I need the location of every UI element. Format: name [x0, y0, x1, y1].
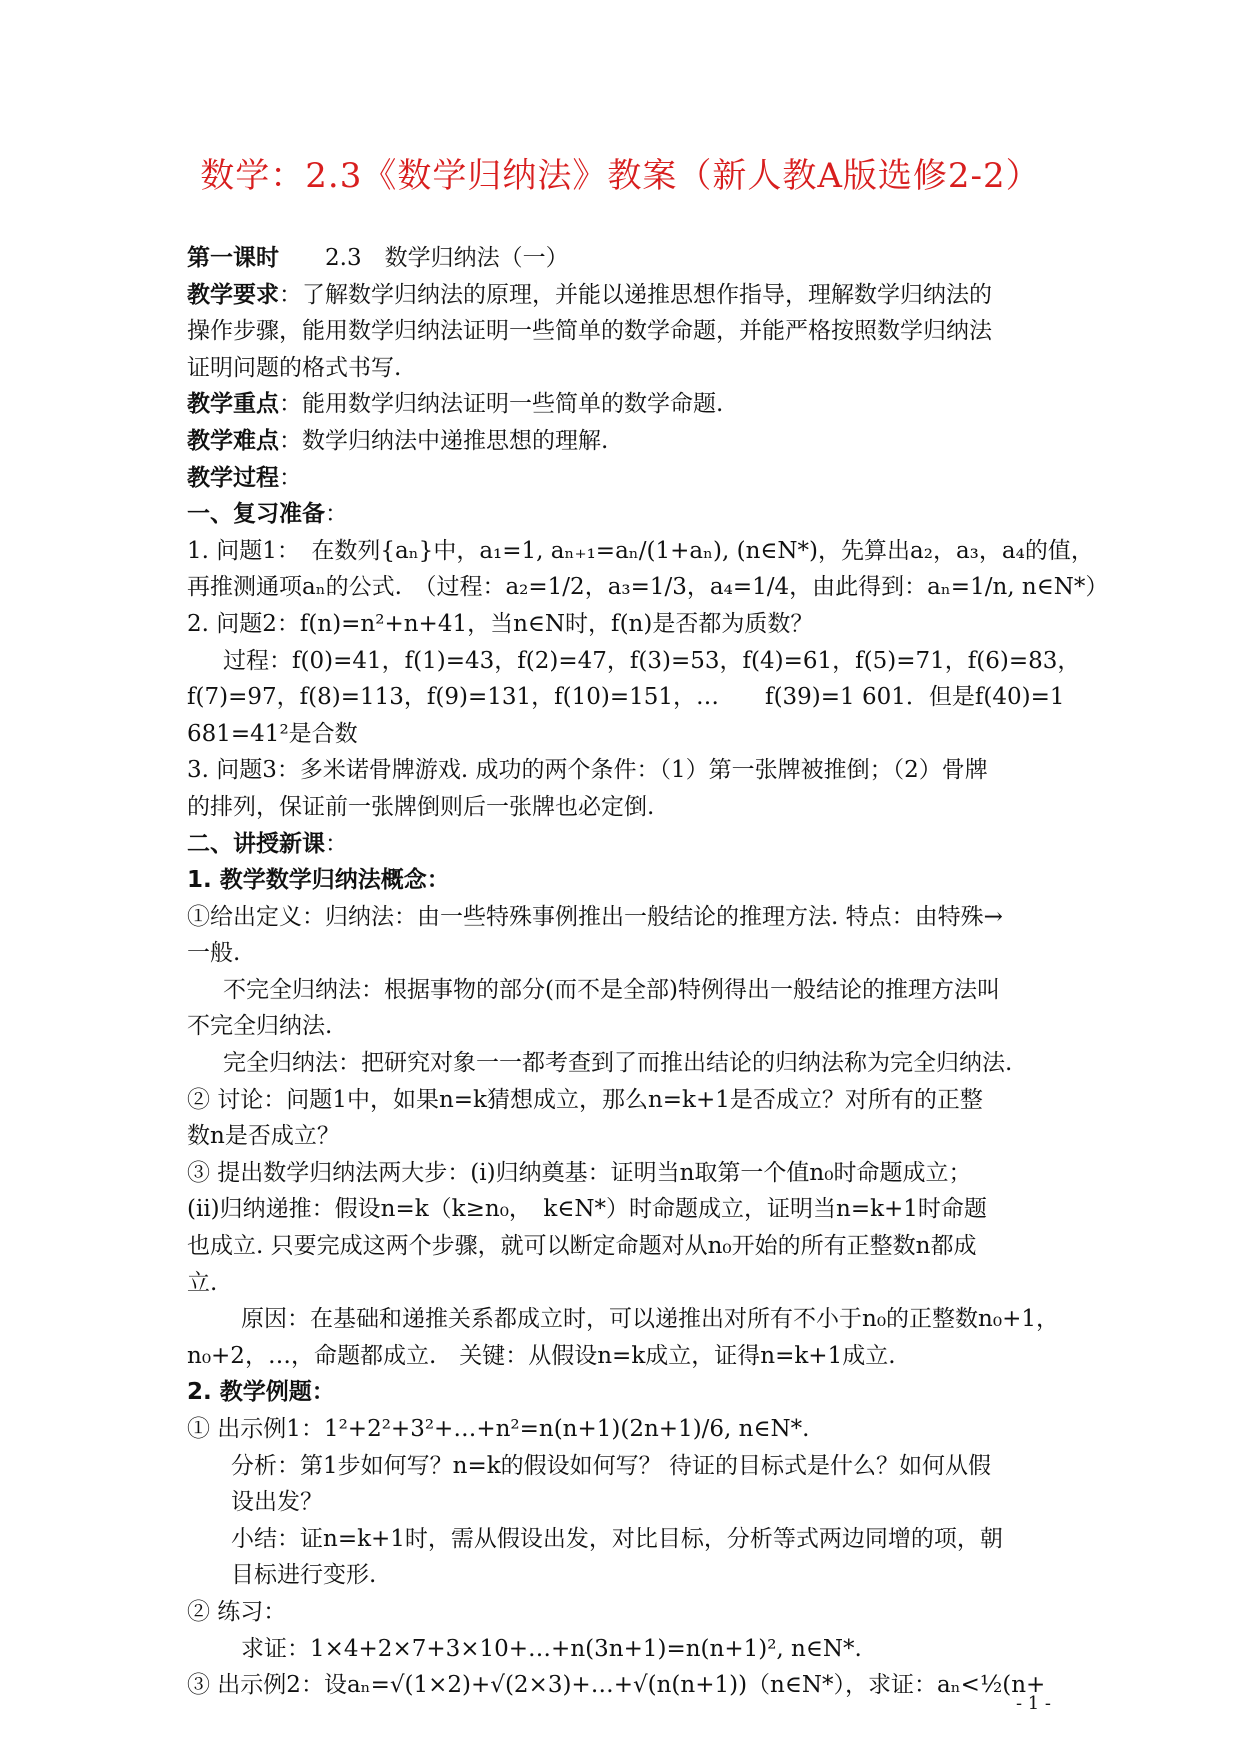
text-line: [187, 679, 1067, 716]
line-text: ：数学归纳法中递推思想的理解.: [279, 427, 609, 454]
line-text: 设出发？: [231, 1489, 323, 1516]
text-line: [187, 899, 1067, 936]
line-text: 证明问题的格式书写.: [187, 354, 402, 381]
text-line: [187, 826, 1067, 863]
line-text: 再推测通项aₙ的公式. （过程：a₂=1/2，a₃=1/3，a₄=1/4，由此得到：aₙ=1/n, n∈N*）: [187, 574, 1109, 601]
line-text: 小结：证n=k+1时，需从假设出发，对比目标，分析等式两边同增的项，朝: [231, 1525, 1003, 1552]
text-line: [187, 1155, 1067, 1192]
text-line: [187, 1374, 1067, 1411]
text-line: [187, 935, 1067, 972]
line-text: ① 出示例1：1²+2²+3²+…+n²=n(n+1)(2n+1)/6, n∈N*.: [187, 1416, 810, 1442]
section-heading: 一、复习准备: [187, 501, 325, 528]
section-heading: 二、讲授新课: [187, 830, 325, 857]
line-text: 1. 问题1： 在数列{aₙ}中，a₁=1, aₙ₊₁=aₙ/(1+aₙ), (n∈N*)，先算出a₂，a₃，a₄的值，: [187, 537, 1094, 564]
text-line: [187, 1045, 1067, 1082]
text-line: [187, 569, 1109, 606]
document-body: [187, 240, 1109, 1704]
text-line: [187, 1008, 1067, 1045]
line-text: 不完全归纳法.: [187, 1013, 333, 1040]
line-text: 求证：1×4+2×7+3×10+…+n(3n+1)=n(n+1)², n∈N*.: [241, 1635, 862, 1662]
line-text: 2. 问题2：f(n)=n²+n+41，当n∈N时，f(n)是否都为质数？: [187, 610, 814, 637]
text-line: [187, 1338, 1067, 1375]
line-text: 数n是否成立？: [187, 1123, 340, 1150]
line-text: 分析：第1步如何写？n=k的假设如何写？ 待证的目标式是什么？如何从假: [231, 1452, 991, 1479]
text-line: [187, 862, 1067, 899]
line-text: 完全归纳法：把研究对象一一都考查到了而推出结论的归纳法称为完全归纳法.: [223, 1050, 1013, 1077]
section-heading: 1. 教学数学归纳法概念：: [187, 867, 450, 894]
line-text: ② 练习：: [187, 1598, 287, 1625]
text-line: [187, 972, 1067, 1009]
text-line: [187, 1265, 1067, 1302]
text-line: [187, 1301, 1067, 1338]
text-line: [187, 1521, 1067, 1558]
text-line: [187, 423, 1067, 460]
line-text: 的排列，保证前一张牌倒则后一张牌也必定倒.: [187, 793, 655, 820]
line-text: ：了解数学归纳法的原理，并能以递推思想作指导，理解数学归纳法的: [279, 281, 992, 308]
line-text: n₀+2，…，命题都成立. 关键：从假设n=k成立，证得n=k+1成立.: [187, 1342, 896, 1369]
page-number: - 1 -: [1015, 1693, 1051, 1714]
text-line: [187, 386, 1067, 423]
document-title: 数学：2.3《数学归纳法》教案（新人教A版选修2-2）: [200, 156, 1041, 196]
text-line: [187, 496, 1067, 533]
line-text: ：能用数学归纳法证明一些简单的数学命题.: [279, 391, 724, 418]
line-text: 681=41²是合数: [187, 720, 358, 747]
line-text: 目标进行变形.: [231, 1562, 377, 1589]
text-line: [187, 240, 1067, 277]
section-heading: 2. 教学例题：: [187, 1379, 335, 1406]
text-line: [187, 752, 1067, 789]
line-text: ：: [325, 501, 348, 528]
line-text: f(7)=97，f(8)=113，f(9)=131，f(10)=151，… f(39)=1 601．但是f(40)=1: [187, 684, 1065, 711]
line-text: ② 讨论：问题1中，如果n=k猜想成立，那么n=k+1是否成立？对所有的正整: [187, 1086, 983, 1113]
line-text: 也成立. 只要完成这两个步骤，就可以断定命题对从n₀开始的所有正整数n都成: [187, 1233, 977, 1260]
line-text: 3. 问题3：多米诺骨牌游戏. 成功的两个条件：（1）第一张牌被推倒；（2）骨牌: [187, 757, 988, 784]
line-text: ：: [279, 464, 302, 491]
line-text: 操作步骤，能用数学归纳法证明一些简单的数学命题，并能严格按照数学归纳法: [187, 318, 992, 345]
line-text: 一般.: [187, 940, 241, 967]
text-line: [187, 1448, 1067, 1485]
text-line: [187, 1411, 1067, 1448]
text-line: [187, 1191, 1067, 1228]
section-heading: 教学重点: [187, 391, 279, 418]
text-line: [187, 643, 1081, 680]
text-line: [187, 1631, 1067, 1668]
line-text: ③ 出示例2：设aₙ=√(1×2)+√(2×3)+…+√(n(n+1))（n∈N*），求证：aₙ<½(n+: [187, 1672, 1046, 1699]
line-text: ：: [325, 830, 348, 857]
text-line: [187, 606, 1067, 643]
text-line: [187, 1594, 1067, 1631]
line-text: 过程：f(0)=41，f(1)=43，f(2)=47，f(3)=53，f(4)=61，f(5)=71，f(6)=83，: [223, 647, 1081, 674]
text-line: [187, 1484, 1067, 1521]
section-heading: 教学要求: [187, 281, 279, 308]
line-text: 不完全归纳法：根据事物的部分(而不是全部)特例得出一般结论的推理方法叫: [223, 976, 1000, 1003]
text-line: [187, 1082, 1067, 1119]
text-line: [187, 313, 1067, 350]
line-text: 立.: [187, 1269, 218, 1296]
text-line: [187, 1118, 1067, 1155]
section-heading: 第一课时: [187, 245, 279, 271]
text-line: [187, 277, 1067, 314]
text-line: [187, 1667, 1067, 1704]
line-text: 2.3 数学归纳法（一）: [279, 245, 569, 271]
line-text: 原因：在基础和递推关系都成立时，可以递推出对所有不小于n₀的正整数n₀+1，: [241, 1306, 1059, 1333]
text-line: [187, 460, 1067, 497]
line-text: ③ 提出数学归纳法两大步：(i)归纳奠基：证明当n取第一个值n₀时命题成立；: [187, 1159, 972, 1186]
text-line: [187, 533, 1094, 570]
section-heading: 教学难点: [187, 427, 279, 454]
line-text: (ii)归纳递推：假设n=k（k≥n₀， k∈N*）时命题成立，证明当n=k+1时命题: [187, 1196, 987, 1223]
text-line: [187, 1228, 1067, 1265]
line-text: ①给出定义：归纳法：由一些特殊事例推出一般结论的推理方法. 特点：由特殊→: [187, 903, 1003, 930]
text-line: [187, 716, 1067, 753]
section-heading: 教学过程: [187, 464, 279, 491]
text-line: [187, 789, 1067, 826]
text-line: [187, 1557, 1067, 1594]
text-line: [187, 350, 1067, 387]
